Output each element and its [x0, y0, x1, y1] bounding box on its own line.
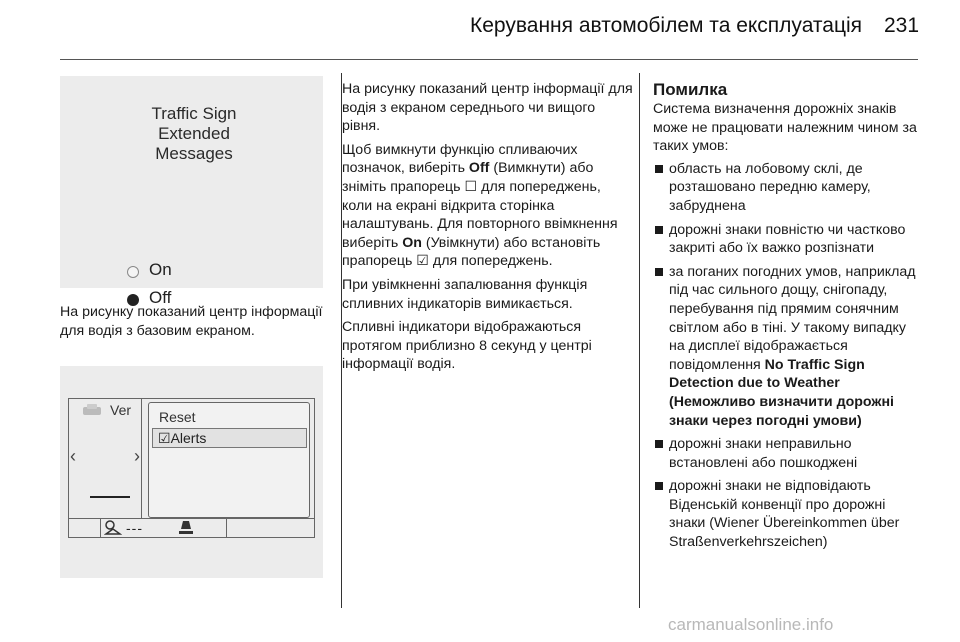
column-divider-2	[639, 73, 640, 608]
list-item	[653, 160, 923, 216]
figure-traffic-sign-settings	[60, 76, 323, 307]
list-item	[653, 263, 923, 430]
display-ver-label: Ver	[110, 402, 132, 418]
speed-dashes: ---	[126, 520, 143, 536]
bullet-icon	[655, 482, 663, 490]
chevron-left-icon: ‹	[70, 446, 76, 466]
alerts-label: Alerts	[170, 430, 207, 446]
lane-icon	[178, 521, 194, 535]
display-line	[90, 496, 130, 498]
radio-on-icon	[127, 266, 139, 278]
paragraph: На рисунку показаний центр інформації для водія з екраном середнього чи вищого рівня.	[342, 81, 633, 135]
header-rule	[60, 59, 918, 60]
checkbox-checked-icon: ☑	[158, 430, 171, 446]
bullet-icon	[655, 165, 663, 173]
bottom-bar-divider	[100, 518, 101, 538]
option-off-label: Off	[149, 288, 172, 307]
list-item-text: дорожні знаки не відповідають Віденській конвенції про дорожні знаки (Wiener Übereinkommen über Straßenverkehrszeichen)	[669, 478, 900, 551]
list-item-text: за поганих погодних умов, наприклад під час сильного дощу, снігопаду, перебування під прямим сонячним світлом або в тіні. У такому випадку на дисплеї відображається повідомлення	[669, 263, 916, 373]
on-keyword: On	[402, 234, 422, 251]
section-intro: Система визначення дорожніх знаків може не працювати належним чином за таких умов:	[653, 101, 917, 155]
warning-message: No Traffic Sign Detection due to Weather (Неможливо визначити дорожні знаки через погодні умови)	[669, 356, 894, 429]
page-number: 231	[884, 14, 920, 37]
list-item	[653, 435, 923, 472]
page-header-title: Керування автомобілем та експлуатація	[470, 14, 863, 37]
figure1-caption: На рисунку показаний центр інформації для водія з базовим екраном.	[60, 304, 323, 339]
paragraph	[342, 141, 634, 271]
menu-item-reset: Reset	[159, 409, 196, 425]
condition-list	[653, 160, 923, 552]
paragraph: При увімкненні запалювання функція спливних індикаторів вимикається.	[342, 276, 588, 312]
paragraph: Спливні індикатори відображаються протягом приблизно 8 секунд у центрі інформації водія.	[342, 319, 592, 373]
figure-driver-info-display	[60, 366, 323, 578]
off-keyword: Off	[468, 160, 490, 177]
chevron-right-icon: ›	[134, 446, 140, 466]
column-3-text	[653, 80, 923, 557]
option-on-label: On	[149, 260, 172, 279]
list-item-text: дорожні знаки повністю чи частково закриті або їх важко розпізнати	[669, 221, 906, 257]
bullet-icon	[655, 226, 663, 234]
bottom-bar-divider	[226, 518, 227, 538]
text-run: (Вимкнути) або зніміть прапорець ☐ для попереджень, коли на екрані відкрита сторінка налаштувань. Для повторного ввімкнення виберіть	[342, 160, 618, 251]
text-run: Щоб вимкнути функцію спливаючих позначок, виберіть	[342, 141, 578, 177]
watermark: carmanualsonline.info	[668, 615, 834, 634]
list-item-text: область на лобовому склі, де розташовано передню камеру, забруднена	[669, 160, 871, 214]
list-item	[653, 477, 923, 551]
list-item	[653, 221, 923, 258]
menu-item-alerts	[158, 430, 206, 447]
list-item-text: дорожні знаки неправильно встановлені або пошкоджені	[669, 436, 858, 471]
column-2-text	[342, 80, 634, 379]
bullet-icon	[655, 268, 663, 276]
car-icon	[82, 404, 102, 416]
bullet-icon	[655, 440, 663, 448]
section-heading: Помилка	[653, 80, 728, 99]
figure-title: Traffic Sign Extended Messages	[151, 104, 237, 163]
traffic-sign-icon	[104, 520, 122, 536]
text-run: (Увімкнути) або встановіть прапорець ☑ для попереджень.	[342, 234, 601, 270]
